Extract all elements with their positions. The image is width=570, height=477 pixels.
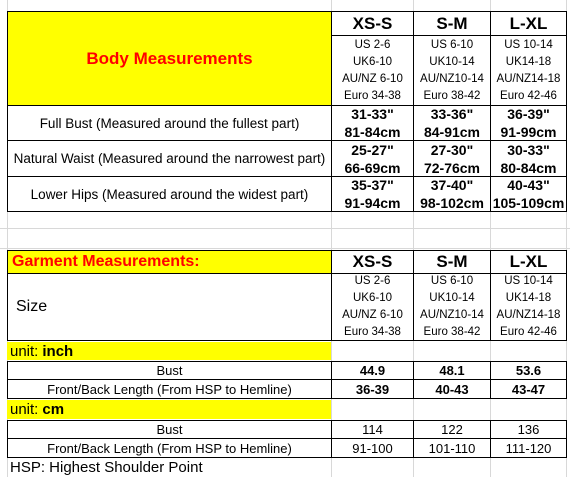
full-bust-l-xl bbox=[490, 105, 567, 141]
full-bust-xs-s bbox=[331, 105, 414, 141]
value-cm: 91-94cm bbox=[344, 195, 401, 211]
inch-bust-xs-s: 44.9 bbox=[331, 361, 414, 380]
garment-size-info-s-m bbox=[413, 273, 491, 341]
size-info-euro: Euro 38-42 bbox=[423, 89, 481, 102]
natural-waist-l-xl bbox=[490, 140, 567, 177]
value-inch: 35-37" bbox=[351, 177, 394, 193]
value-cm: 81-84cm bbox=[344, 124, 401, 140]
size-info-euro: Euro 34-38 bbox=[344, 89, 401, 102]
lower-hips-label: Lower Hips (Measured around the widest part) bbox=[7, 176, 332, 212]
size-info-us: US 6-10 bbox=[430, 38, 474, 51]
cm-length-xs-s: 91-100 bbox=[331, 438, 414, 458]
value-inch: 40-43" bbox=[507, 177, 550, 193]
grid-line bbox=[0, 248, 570, 249]
garment-size-header-l-xl: L-XL bbox=[490, 250, 567, 274]
natural-waist-xs-s bbox=[331, 140, 414, 177]
garment-size-info-xs-s bbox=[331, 273, 414, 341]
unit-name: cm bbox=[42, 401, 65, 418]
cm-bust-s-m: 122 bbox=[413, 420, 491, 439]
size-info-us: US 10-14 bbox=[504, 38, 553, 51]
inch-bust-s-m: 48.1 bbox=[413, 361, 491, 380]
value-inch: 31-33" bbox=[351, 106, 394, 122]
body-size-header-l-xl: L-XL bbox=[490, 11, 567, 36]
size-info-uk: UK10-14 bbox=[429, 292, 475, 304]
full-bust-label: Full Bust (Measured around the fullest part) bbox=[7, 105, 332, 141]
size-info-uk: UK14-18 bbox=[505, 292, 552, 304]
value-cm: 91-99cm bbox=[500, 124, 557, 140]
size-info-au-nz: AU/NZ 6-10 bbox=[342, 309, 403, 321]
garment-measurements-title: Garment Measurements: bbox=[7, 250, 332, 274]
value-inch: 36-39" bbox=[507, 106, 550, 122]
full-bust-s-m bbox=[413, 105, 491, 141]
cm-bust-label: Bust bbox=[7, 420, 332, 439]
body-size-info-l-xl bbox=[490, 35, 567, 106]
value-cm: 84-91cm bbox=[423, 124, 481, 140]
size-info-au-nz: AU/NZ 6-10 bbox=[342, 72, 403, 85]
value-inch: 25-27" bbox=[351, 141, 394, 158]
unit-inch-banner bbox=[7, 342, 331, 360]
natural-waist-s-m bbox=[413, 140, 491, 177]
unit-name: inch bbox=[42, 342, 74, 360]
inch-length-xs-s: 36-39 bbox=[331, 379, 414, 399]
lower-hips-xs-s bbox=[331, 176, 414, 212]
size-info-uk: UK6-10 bbox=[353, 292, 392, 304]
inch-length-l-xl: 43-47 bbox=[490, 379, 567, 399]
garment-size-header-xs-s: XS-S bbox=[331, 250, 414, 274]
inch-bust-label: Bust bbox=[7, 361, 332, 380]
lower-hips-l-xl bbox=[490, 176, 567, 212]
size-info-euro: Euro 34-38 bbox=[344, 326, 401, 338]
garment-size-info-l-xl bbox=[490, 273, 567, 341]
lower-hips-s-m bbox=[413, 176, 491, 212]
footnote-hsp: HSP: Highest Shoulder Point bbox=[10, 459, 203, 476]
body-size-info-s-m bbox=[413, 35, 491, 106]
cm-bust-xs-s: 114 bbox=[331, 420, 414, 439]
size-info-us: US 6-10 bbox=[430, 275, 474, 287]
cm-length-l-xl: 111-120 bbox=[490, 438, 567, 458]
cm-bust-l-xl: 136 bbox=[490, 420, 567, 439]
size-info-au-nz: AU/NZ10-14 bbox=[420, 309, 484, 321]
body-size-info-xs-s bbox=[331, 35, 414, 106]
cm-length-s-m: 101-110 bbox=[413, 438, 491, 458]
size-info-au-nz: AU/NZ14-18 bbox=[496, 309, 561, 321]
value-inch: 37-40" bbox=[430, 177, 474, 193]
inch-length-label: Front/Back Length (From HSP to Hemline) bbox=[7, 379, 332, 399]
value-cm: 66-69cm bbox=[344, 159, 401, 176]
value-cm: 105-109cm bbox=[492, 195, 565, 211]
cm-length-label: Front/Back Length (From HSP to Hemline) bbox=[7, 438, 332, 458]
value-inch: 33-36" bbox=[430, 106, 474, 122]
inch-bust-l-xl: 53.6 bbox=[490, 361, 567, 380]
size-info-us: US 10-14 bbox=[504, 275, 553, 287]
body-size-header-xs-s: XS-S bbox=[331, 11, 414, 36]
grid-line bbox=[0, 228, 570, 229]
unit-prefix: unit: bbox=[10, 401, 39, 418]
inch-length-s-m: 40-43 bbox=[413, 379, 491, 399]
value-inch: 30-33" bbox=[507, 141, 550, 158]
value-inch: 27-30" bbox=[430, 141, 474, 158]
size-info-euro: Euro 42-46 bbox=[500, 326, 557, 338]
body-size-header-s-m: S-M bbox=[413, 11, 491, 36]
size-info-au-nz: AU/NZ10-14 bbox=[420, 72, 484, 85]
unit-prefix: unit: bbox=[10, 342, 39, 360]
size-row-label: Size bbox=[7, 273, 332, 341]
size-info-us: US 2-6 bbox=[354, 38, 391, 51]
value-cm: 80-84cm bbox=[500, 159, 557, 176]
unit-cm-banner bbox=[7, 400, 331, 419]
size-info-au-nz: AU/NZ14-18 bbox=[496, 72, 561, 85]
size-info-uk: UK10-14 bbox=[429, 55, 475, 68]
natural-waist-label: Natural Waist (Measured around the narrowest part) bbox=[7, 140, 332, 177]
size-info-us: US 2-6 bbox=[354, 275, 391, 287]
size-info-uk: UK6-10 bbox=[353, 55, 392, 68]
garment-size-header-s-m: S-M bbox=[413, 250, 491, 274]
size-info-euro: Euro 42-46 bbox=[500, 89, 557, 102]
body-measurements-title: Body Measurements bbox=[7, 11, 332, 106]
size-info-euro: Euro 38-42 bbox=[423, 326, 481, 338]
value-cm: 72-76cm bbox=[423, 159, 481, 176]
size-info-uk: UK14-18 bbox=[505, 55, 552, 68]
value-cm: 98-102cm bbox=[420, 195, 484, 211]
